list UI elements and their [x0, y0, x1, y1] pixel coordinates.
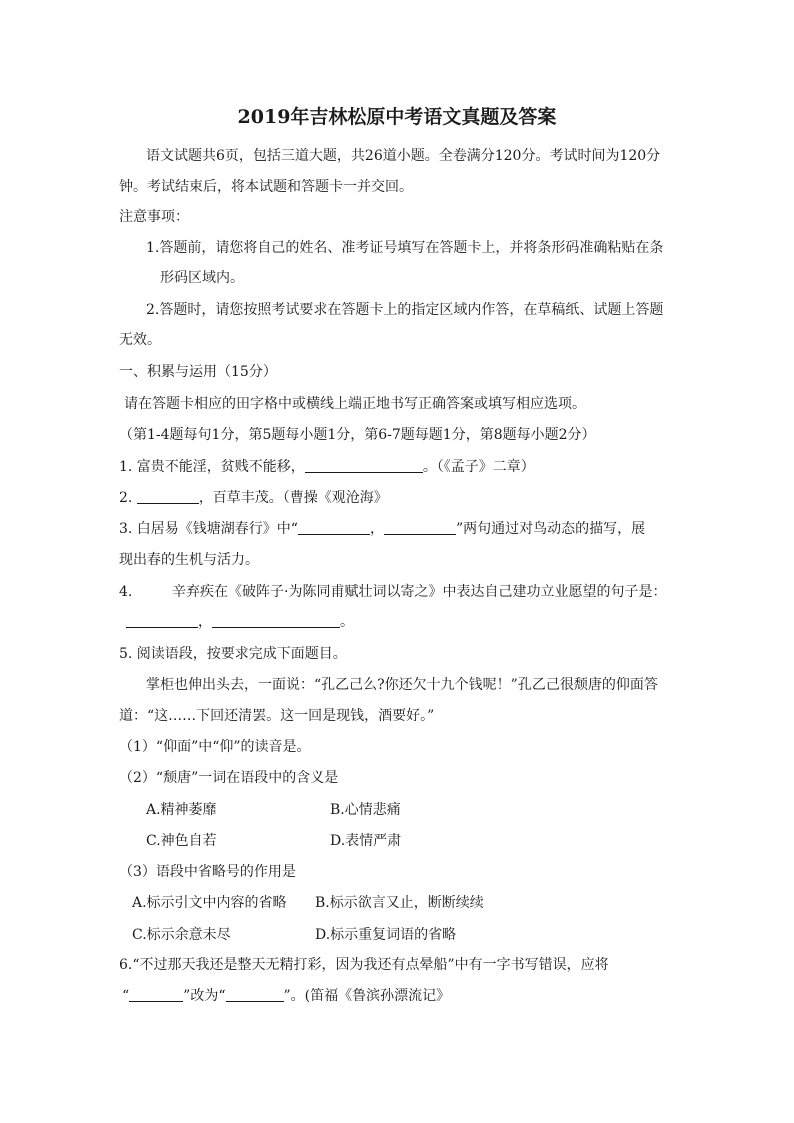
section-1-scoring: （第1-4题每句1分，第5题每小题1分，第6-7题每题1分，第8题每小题2分）	[119, 427, 596, 443]
option-a[interactable]: A.标示引文中内容的省略	[132, 895, 287, 911]
question-6-line-1: 6.“不过那天我还是整天无精打彩，因为我还有点晕船”中有一字书写错误，应将	[119, 957, 609, 973]
question-6-open: “	[122, 988, 130, 1004]
option-a[interactable]: A.精神萎靡	[146, 802, 217, 818]
answer-blank[interactable]	[129, 987, 183, 1002]
question-2-number: 2.	[119, 490, 137, 506]
option-d[interactable]: D.表情严肃	[330, 833, 402, 849]
option-c[interactable]: C.神色自若	[146, 833, 217, 849]
page-title: 2019年吉林松原中考语文真题及答案	[237, 106, 557, 128]
question-3	[119, 519, 645, 539]
answer-blank[interactable]	[384, 520, 456, 535]
question-1-text: 1. 富贵不能淫，贫贱不能移，	[119, 459, 305, 475]
question-5: 5. 阅读语段，按要求完成下面题目。	[119, 646, 347, 662]
passage-line-2: 道：“这……下回还清罢。这一回是现钱，酒要好。”	[119, 708, 435, 724]
question-5-3: （3）语段中省略号的作用是	[119, 864, 296, 880]
question-6-mid: ”改为“	[183, 988, 226, 1004]
question-1	[119, 457, 535, 477]
question-4-blanks	[126, 612, 354, 632]
question-3-line-2: 现出春的生机与活力。	[119, 552, 259, 568]
question-3-text-a: 3. 白居易《钱塘湖春行》中“	[119, 521, 298, 537]
question-6-line-2	[122, 986, 450, 1006]
question-4-text: 辛弃疾在《破阵子·为陈同甫赋壮词以寄之》中表达自己建功立业愿望的句子是：	[172, 584, 667, 600]
option-c[interactable]: C.标示余意未尽	[132, 927, 231, 943]
question-5-1: （1）“仰面”中“仰”的读音是。	[119, 739, 311, 755]
question-5-2: （2）“颓唐”一词在语段中的含义是	[119, 770, 339, 786]
intro-line-1: 语文试题共6页，包括三道大题，共26道小题。全卷满分120分。考试时间为120分	[146, 148, 661, 164]
passage-line-1: 掌柜也伸出头去，一面说：“孔乙己么?你还欠十九个钱呢！”孔乙己很颓唐的仰面答	[146, 677, 658, 693]
intro-line-2: 钟。考试结束后，将本试题和答题卡一并交回。	[119, 179, 413, 195]
answer-blank[interactable]	[226, 987, 284, 1002]
section-1-instruction: 请在答题卡相应的田字格中或横线上端正地书写正确答案或填写相应选项。	[124, 396, 586, 412]
option-b[interactable]: B.心情悲痛	[330, 802, 401, 818]
section-1-heading: 一、积累与运用（15分）	[119, 364, 277, 380]
note-item-1-line-1: 1.答题前，请您将自己的姓名、准考证号填写在答题卡上，并将条形码准确粘贴在条	[146, 240, 664, 256]
option-b[interactable]: B.标示欲言又止，断断续续	[315, 895, 484, 911]
answer-blank[interactable]	[212, 613, 340, 628]
note-item-2-line-1: 2.答题时，请您按照考试要求在答题卡上的指定区域内作答，在草稿纸、试题上答题	[146, 302, 664, 318]
question-4-end: 。	[340, 614, 354, 630]
question-2-text: ，百草丰茂。（曹操《观沧海》	[198, 490, 388, 506]
notes-heading: 注意事项：	[119, 209, 189, 225]
question-3-text-c: ”两句通过对鸟动态的描写，展	[455, 521, 646, 537]
question-4-sep: ，	[198, 614, 212, 630]
question-2	[119, 488, 388, 508]
option-d[interactable]: D.标示重复词语的省略	[315, 927, 457, 943]
question-3-sep: ，	[369, 521, 384, 537]
note-item-1-line-2: 形码区域内。	[160, 270, 244, 286]
answer-blank[interactable]	[137, 489, 199, 504]
question-6-end: ”。(笛福《鲁滨孙漂流记》	[283, 988, 451, 1004]
answer-blank[interactable]	[298, 520, 370, 535]
question-1-source: 。（《孟子》二章）	[422, 459, 535, 475]
answer-blank[interactable]	[126, 613, 198, 628]
answer-blank[interactable]	[305, 458, 423, 473]
note-item-2-line-2: 无效。	[119, 332, 161, 348]
question-4-number: 4.	[119, 584, 133, 600]
